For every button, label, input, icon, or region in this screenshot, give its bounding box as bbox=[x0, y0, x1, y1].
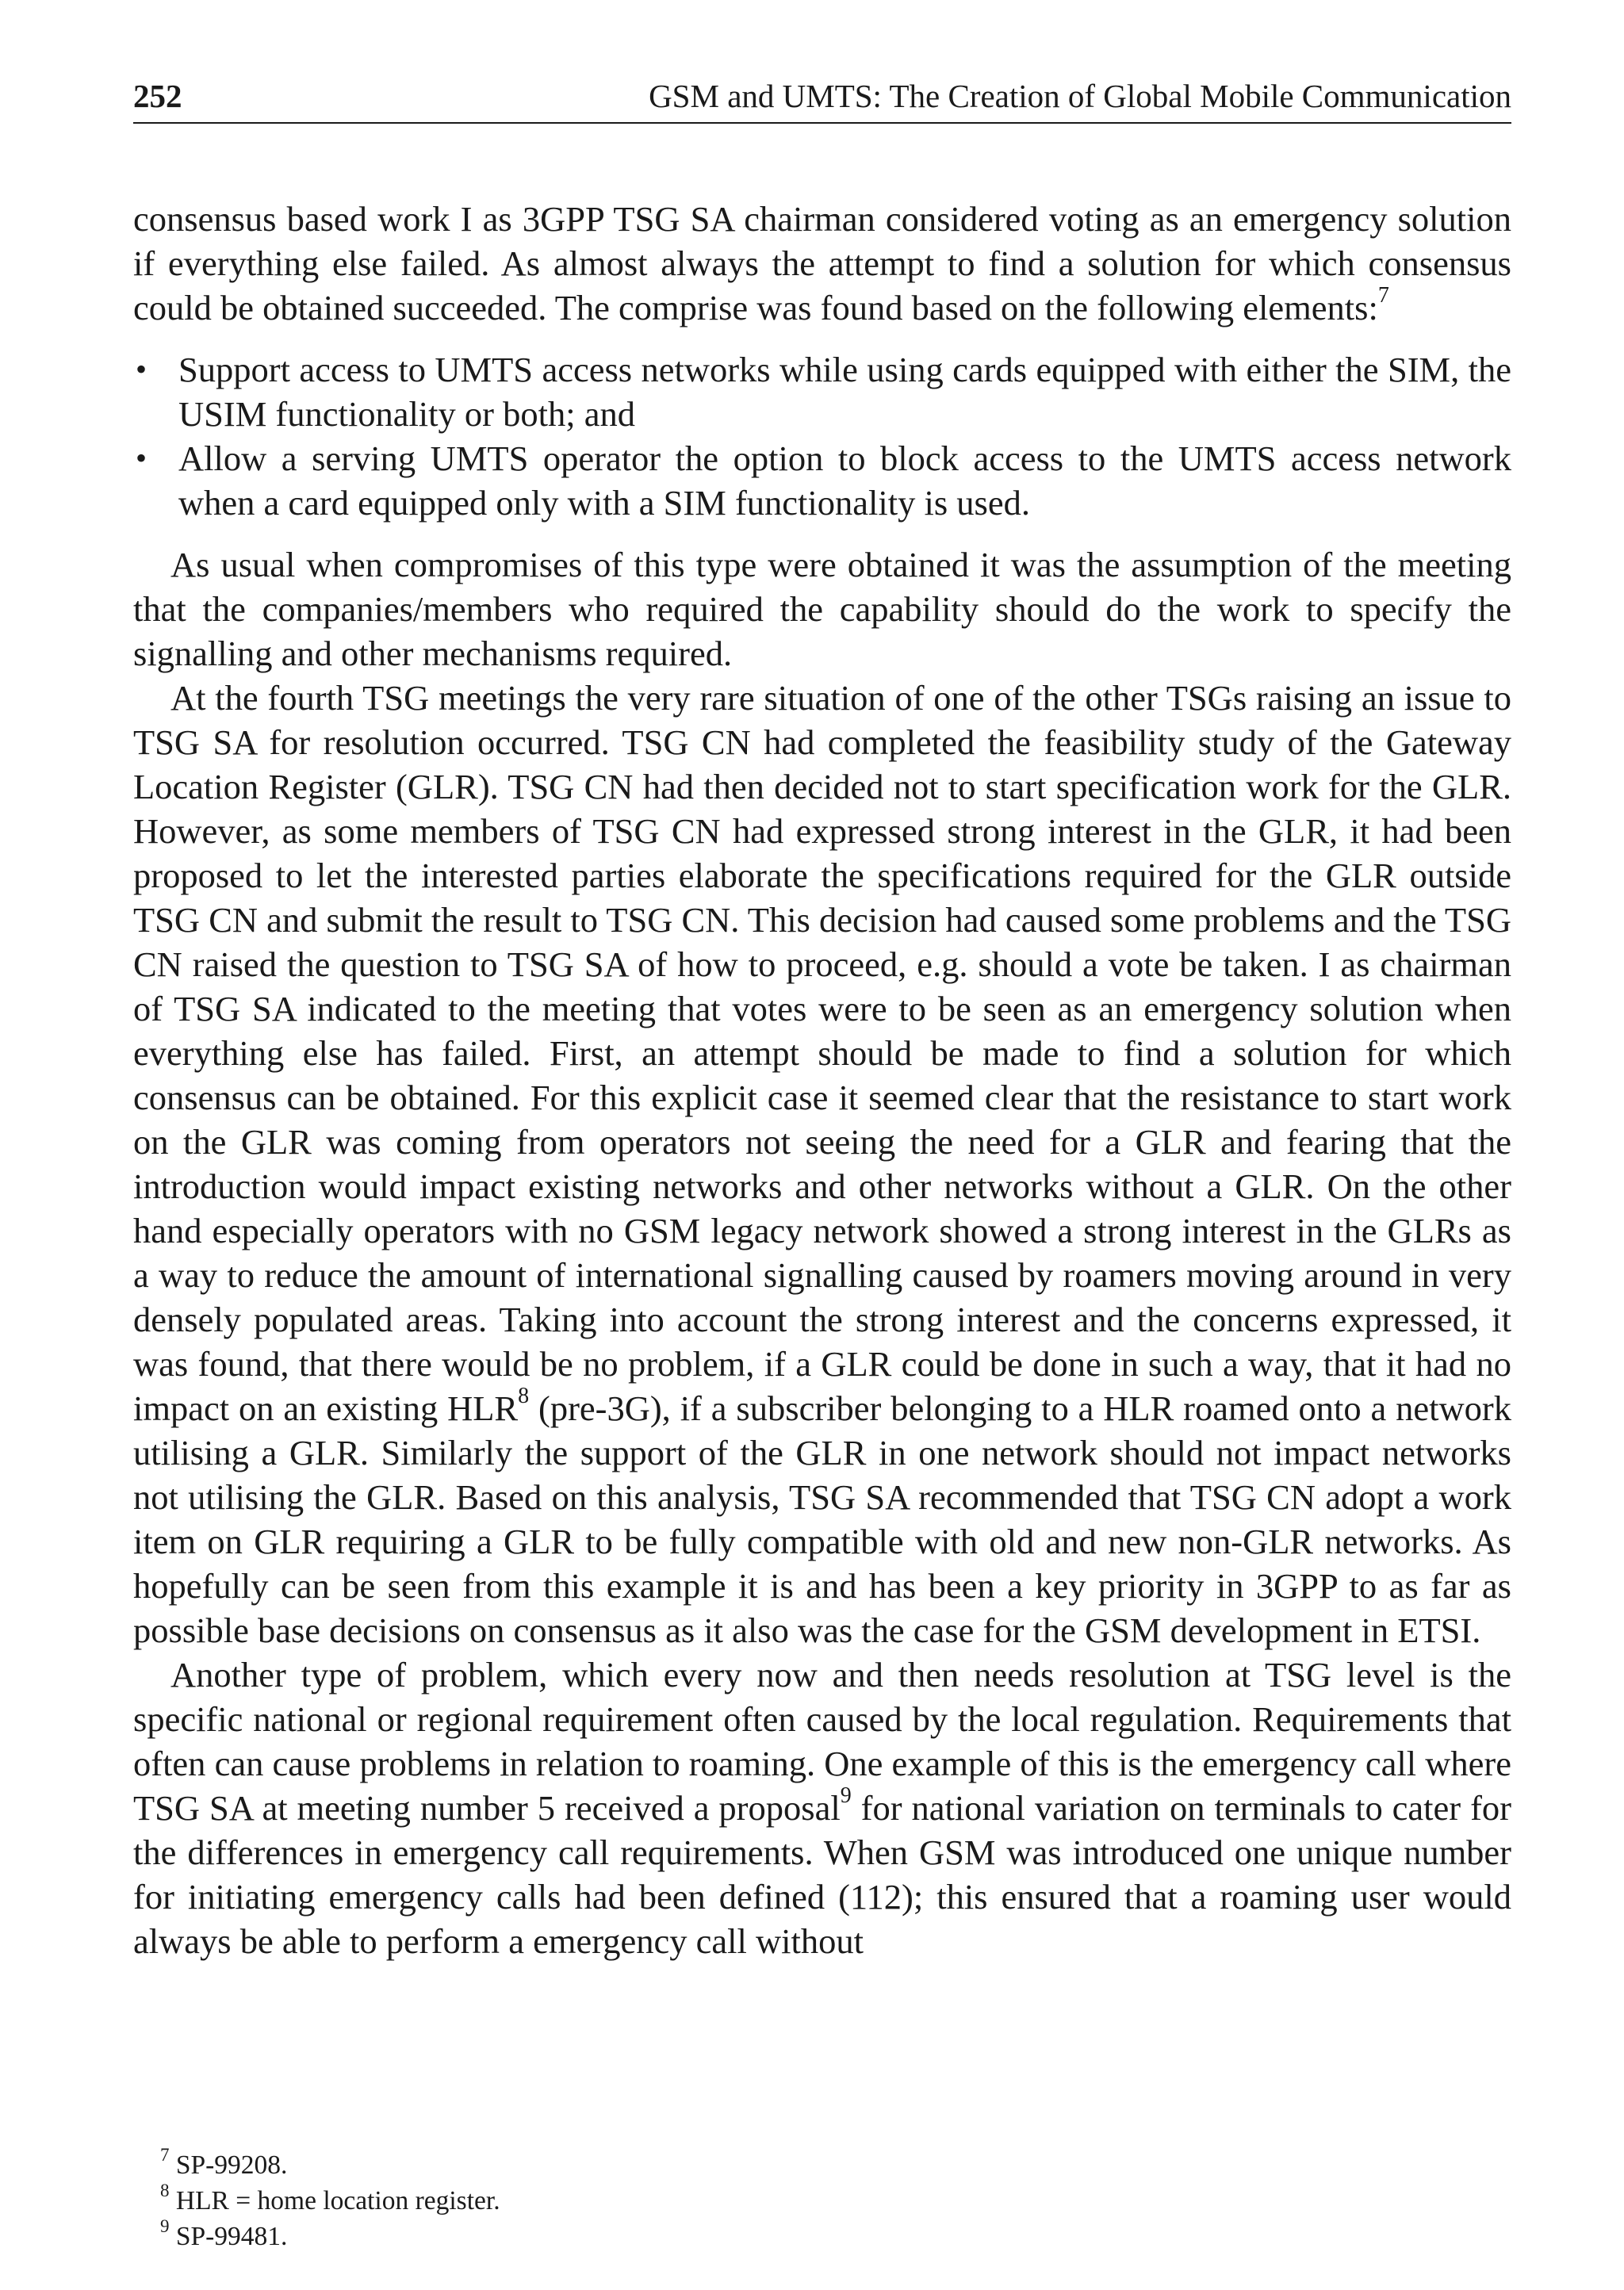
footnote-7 bbox=[133, 2144, 1511, 2183]
footnote-number: 9 bbox=[160, 2215, 170, 2236]
glr-paragraph bbox=[133, 676, 1511, 1652]
bullet-icon: • bbox=[136, 351, 147, 387]
body-text bbox=[133, 197, 1511, 1963]
intro-paragraph-text: consensus based work I as 3GPP TSG SA chairman considered voting as an emergency solution if everything else failed. As almost always the attempt to find a solution for which consensus could be obtained succeeded. The comprise was found based on the following elements: bbox=[133, 199, 1511, 327]
footnotes bbox=[133, 2144, 1511, 2254]
emergency-paragraph-part1: Another type of problem, which every now and then needs resolution at TSG level is the specific national or regional requirement often caused by the local regulation. Requirements that often can cause problems in relation to roaming. One example of this is the emergency call where TSG SA at meeting number 5 received a proposal bbox=[133, 1655, 1511, 1828]
footnote-text: HLR = home location register. bbox=[169, 2186, 500, 2215]
compromise-paragraph: As usual when compromises of this type were obtained it was the assumption of the meeting that the companies/members who required the capability should do the work to specify the signalling and other mechanisms required. bbox=[133, 545, 1511, 673]
glr-paragraph-part2: (pre-3G), if a subscriber belonging to a HLR roamed onto a network utilising a GLR. Similarly the support of the GLR in one network should not impact networks not utilising the GLR. Based on this analysis, TSG SA recommended that TSG CN adopt a work item on GLR requiring a GLR to be fully compatible with old and new non-GLR networks. As hopefully can be seen from this example it is and has been a key priority in 3GPP to as far as possible base decisions on consensus as it also was the case for the GSM development in ETSI. bbox=[133, 1388, 1511, 1650]
running-header bbox=[133, 76, 1511, 124]
bullet-text: Allow a serving UMTS operator the option to block access to the UMTS access network when a card equipped only with a SIM functionality is used. bbox=[178, 438, 1511, 523]
page-number: 252 bbox=[133, 78, 182, 114]
bullet-item bbox=[133, 436, 1511, 525]
intro-paragraph bbox=[133, 197, 1511, 330]
footnote-ref-7[interactable]: 7 bbox=[1377, 283, 1389, 308]
glr-paragraph-part1: At the fourth TSG meetings the very rare situation of one of the other TSGs raising an issue to TSG SA for resolution occurred. TSG CN had completed the feasibility study of the Gateway Location Register (GLR). TSG CN had then decided not to start specification work for the GLR. However, as some members of TSG CN had expressed strong interest in the GLR, it had been proposed to let the interested parties elaborate the specifications required for the GLR outside TSG CN and submit the result to TSG CN. This decision had caused some problems and the TSG CN raised the question to TSG SA of how to proceed, e.g. should a vote be taken. I as chairman of TSG SA indicated to the meeting that votes were to be seen as an emergency solution when everything else has failed. First, an attempt should be made to find a solution for which consensus can be obtained. For this explicit case it seemed clear that the resistance to start work on the GLR was coming from operators not seeing the need for a GLR and fearing that the introduction would impact existing networks and other networks without a GLR. On the other hand especially operators with no GSM legacy network showed a strong interest in the GLRs as a way to reduce the amount of international signalling caused by roamers moving around in very densely populated areas. Taking into account the strong interest and the concerns expressed, it was found, that there would be no problem, if a GLR could be done in such a way, that it had no impact on an existing HLR bbox=[133, 678, 1511, 1428]
footnote-number: 7 bbox=[160, 2144, 170, 2165]
bullet-list bbox=[133, 347, 1511, 525]
bullet-item bbox=[133, 347, 1511, 436]
footnote-ref-9[interactable]: 9 bbox=[840, 1783, 852, 1809]
footnote-text: SP-99481. bbox=[169, 2222, 288, 2251]
footnote-9 bbox=[133, 2215, 1511, 2254]
footnote-ref-8[interactable]: 8 bbox=[518, 1384, 530, 1409]
footnote-text: SP-99208. bbox=[169, 2150, 288, 2180]
emergency-paragraph bbox=[133, 1652, 1511, 1963]
footnote-number: 8 bbox=[160, 2180, 170, 2200]
running-title: GSM and UMTS: The Creation of Global Mobile Communication bbox=[649, 78, 1511, 114]
book-page bbox=[133, 76, 1511, 1963]
footnote-8 bbox=[133, 2180, 1511, 2219]
bullet-text: Support access to UMTS access networks while using cards equipped with either the SIM, the USIM functionality or both; and bbox=[178, 350, 1511, 434]
emergency-paragraph-part2: for national variation on terminals to cater for the differences in emergency call requirements. When GSM was introduced one unique number for initiating emergency calls had been defined (112); this ensured that a roaming user would always be able to perform a emergency call without bbox=[133, 1788, 1511, 1961]
bullet-icon: • bbox=[136, 440, 147, 476]
